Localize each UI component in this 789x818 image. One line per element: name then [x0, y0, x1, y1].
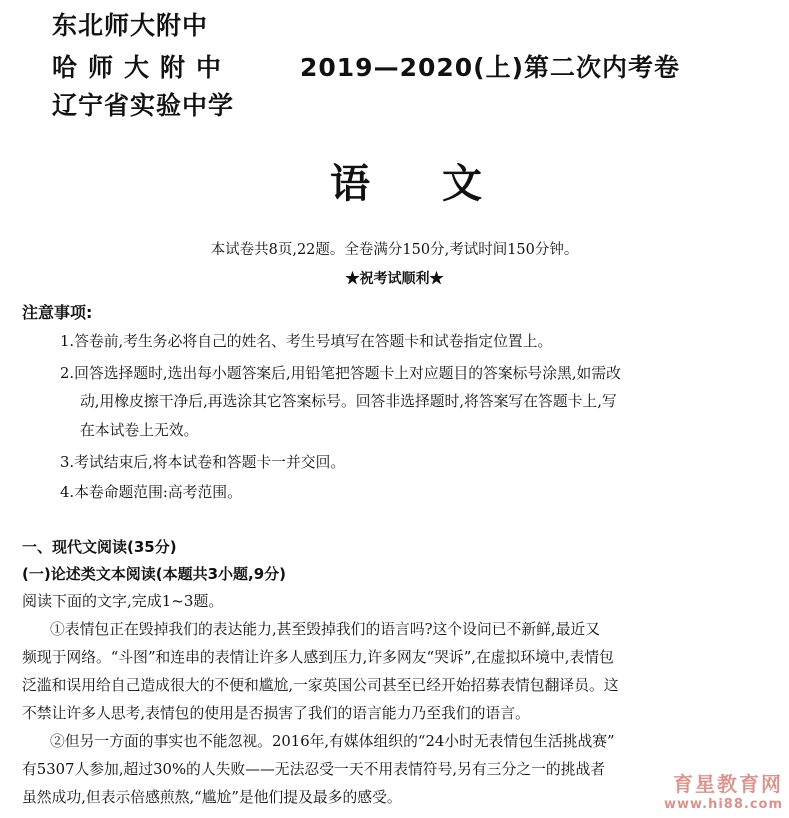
header-line-2 [52, 48, 232, 84]
passage-p2-line-2: 有5307人参加,超过30%的人失败——无法忍受一天不用表情符号,另有三分之一的挑战者 [22, 761, 606, 778]
notice-item-1: 1.答卷前,考生务必将自己的姓名、考生号填写在答题卡和试卷指定位置上。 [60, 333, 553, 350]
passage-p2-line-3: 虽然成功,但表示倍感煎熬,“尴尬”是他们提及最多的感受。 [22, 789, 402, 806]
watermark-title: 育星教育网 [673, 772, 783, 796]
passage-p1-line-4: 不禁让许多人思考,表情包的使用是否损害了我们的语言能力乃至我们的语言。 [22, 705, 530, 722]
passage-p1-line-2: 频现于网络。“斗图”和连串的表情让许多人感到压力,许多网友“哭诉”,在虚拟环境中,表情包 [22, 649, 614, 666]
exam-title: 2019—2020(上)第二次内考卷 [300, 53, 681, 82]
subject-title: 语文 [330, 160, 554, 207]
notice-item-4: 4.本卷命题范围:高考范围。 [60, 484, 242, 501]
notice-item-3: 3.考试结束后,将本试卷和答题卡一并交回。 [60, 454, 346, 471]
section-title: 一、现代文阅读(35分) [22, 538, 177, 556]
school-name-2: 哈师大附中 [52, 53, 233, 82]
notice-title: 注意事项: [22, 303, 93, 322]
subsection-title: (一)论述类文本阅读(本题共3小题,9分) [22, 565, 286, 583]
passage-p1-line-3: 泛滥和误用给自己造成很大的不便和尴尬,一家英国公司甚至已经开始招募表情包翻译员。这 [22, 677, 619, 694]
notice-item-2-line-1: 2.回答选择题时,选出每小题答案后,用铅笔把答题卡上对应题目的答案标号涂黑,如需改 [60, 365, 621, 382]
watermark [664, 768, 783, 812]
passage-p1-line-1: ①表情包正在毁掉我们的表达能力,甚至毁掉我们的语言吗?这个设问已不新鲜,最近又 [50, 621, 601, 638]
school-name-1: 东北师大附中 [52, 11, 209, 40]
good-luck-line: ★祝考试顺利★ [345, 271, 444, 287]
school-name-3: 辽宁省实验中学 [52, 91, 235, 120]
reading-prompt: 阅读下面的文字,完成1~3题。 [22, 592, 224, 610]
watermark-url: www.hi88.com [663, 797, 783, 812]
exam-info: 本试卷共8页,22题。全卷满分150分,考试时间150分钟。 [210, 242, 579, 258]
passage-p2-line-1: ②但另一方面的事实也不能忽视。2016年,有媒体组织的“24小时无表情包生活挑战赛” [50, 733, 615, 750]
notice-item-2-line-3: 在本试卷上无效。 [80, 422, 199, 439]
notice-item-2-line-2: 动,用橡皮擦干净后,再选涂其它答案标号。回答非选择题时,将答案写在答题卡上,写 [80, 393, 617, 410]
